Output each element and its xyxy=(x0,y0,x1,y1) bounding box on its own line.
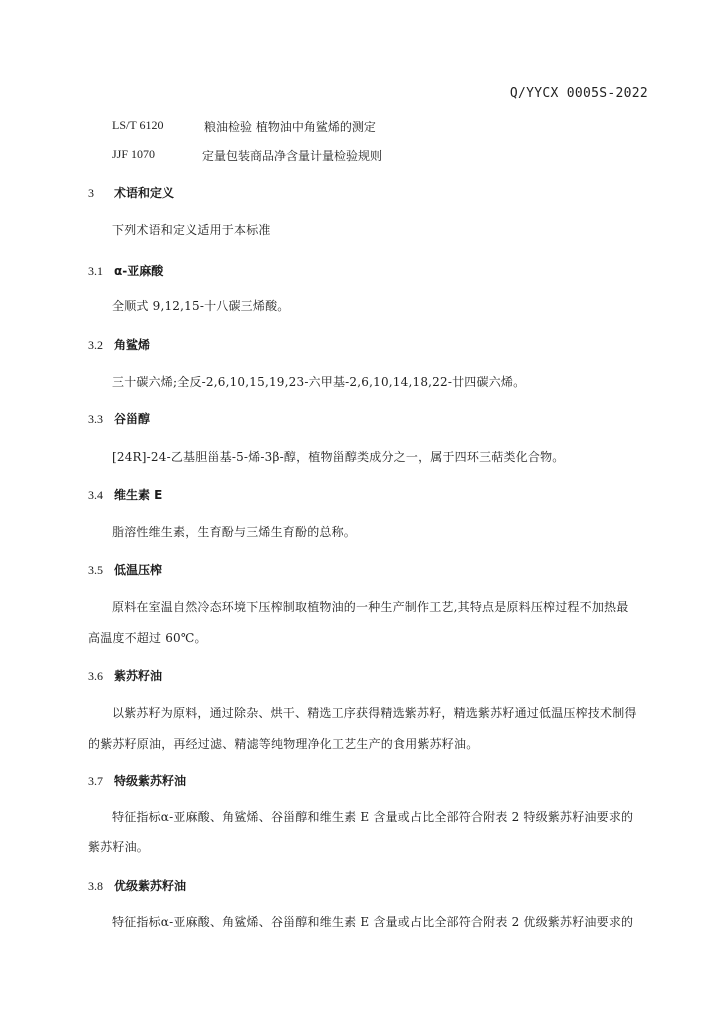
term-number: 3.2 xyxy=(88,338,103,352)
standard-code: Q/YYCX 0005S-2022 xyxy=(509,86,648,101)
term-number: 3.8 xyxy=(88,879,103,893)
term-definition: 高温度不超过 60℃。 xyxy=(88,631,207,645)
reference-code: LS/T 6120 xyxy=(112,118,164,132)
term-definition: 原料在室温自然冷态环境下压榨制取植物油的一种生产制作工艺,其特点是原料压榨过程不加热最 xyxy=(112,600,629,614)
term-definition: 全顺式 9,12,15-十八碳三烯酸。 xyxy=(112,299,290,313)
term-title: α-亚麻酸 xyxy=(114,264,164,278)
term-heading xyxy=(88,262,163,279)
term-definition: [24R]-24-乙基胆甾基-5-烯-3β-醇，植物甾醇类成分之一，属于四环三萜类化合物。 xyxy=(112,450,565,464)
term-heading xyxy=(88,410,150,427)
term-definition: 三十碳六烯;全反-2,6,10,15,19,23-六甲基-2,6,10,14,18,22-廿四碳六烯。 xyxy=(112,375,526,389)
term-number: 3.3 xyxy=(88,412,103,426)
term-title: 维生素 E xyxy=(114,488,163,502)
term-definition: 的紫苏籽原油，再经过滤、精滤等纯物理净化工艺生产的食用紫苏籽油。 xyxy=(88,737,479,751)
term-definition: 以紫苏籽为原料，通过除杂、烘干、精选工序获得精选紫苏籽，精选紫苏籽通过低温压榨技术制得 xyxy=(112,706,637,720)
term-heading xyxy=(88,667,162,684)
term-number: 3.4 xyxy=(88,488,103,502)
term-title: 低温压榨 xyxy=(114,563,163,577)
term-heading xyxy=(88,772,186,789)
term-title: 特级紫苏籽油 xyxy=(114,774,187,788)
term-heading xyxy=(88,336,150,353)
term-heading xyxy=(88,877,186,894)
section-intro: 下列术语和定义适用于本标准 xyxy=(112,223,271,237)
term-number: 3.5 xyxy=(88,563,103,577)
term-title: 优级紫苏籽油 xyxy=(114,879,187,893)
term-number: 3.1 xyxy=(88,264,103,278)
section-heading xyxy=(88,184,174,201)
term-heading xyxy=(88,486,162,503)
term-definition: 特征指标α-亚麻酸、角鲨烯、谷甾醇和维生素 E 含量或占比全部符合附表 2 优级紫苏籽油要求的 xyxy=(112,915,634,929)
reference-title: 粮油检验 植物油中角鲨烯的测定 xyxy=(204,120,376,134)
term-definition: 脂溶性维生素，生育酚与三烯生育酚的总称。 xyxy=(112,525,357,539)
term-definition: 紫苏籽油。 xyxy=(88,840,150,854)
term-number: 3.6 xyxy=(88,669,103,683)
term-definition: 特征指标α-亚麻酸、角鲨烯、谷甾醇和维生素 E 含量或占比全部符合附表 2 特级紫苏籽油要求的 xyxy=(112,810,634,824)
section-title: 术语和定义 xyxy=(114,186,175,200)
section-number: 3 xyxy=(88,186,94,200)
term-title: 紫苏籽油 xyxy=(114,669,163,683)
term-heading xyxy=(88,561,162,578)
reference-code: JJF 1070 xyxy=(112,147,156,161)
term-title: 谷甾醇 xyxy=(114,412,151,426)
term-title: 角鲨烯 xyxy=(114,338,151,352)
reference-title: 定量包装商品净含量计量检验规则 xyxy=(202,149,383,163)
term-number: 3.7 xyxy=(88,774,103,788)
